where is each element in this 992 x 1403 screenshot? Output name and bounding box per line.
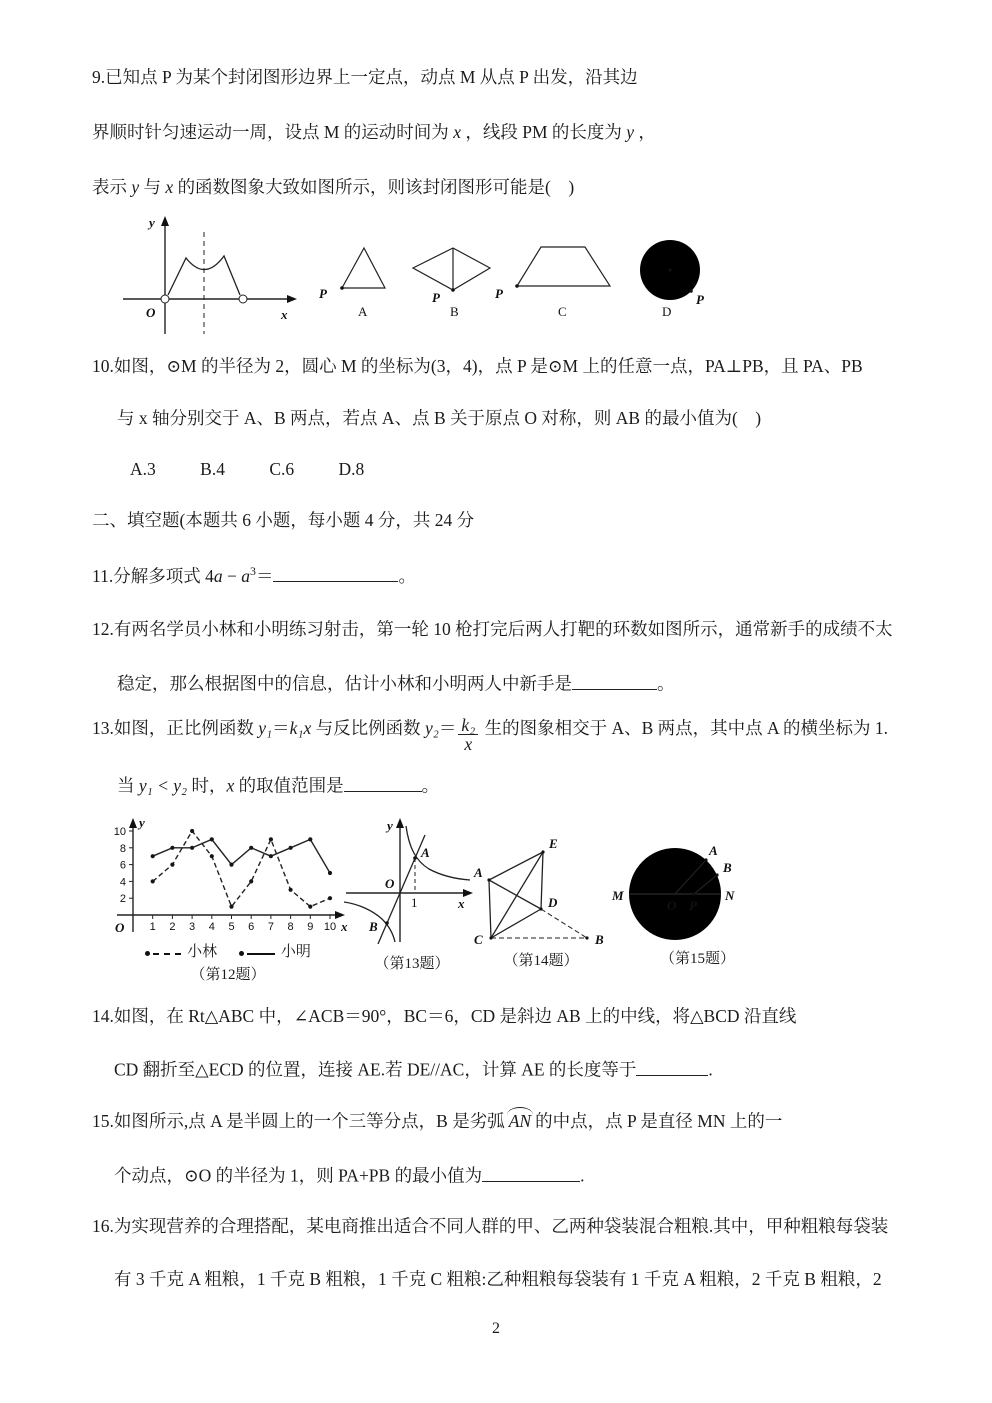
q9-line1 — [92, 66, 638, 90]
origin-label: O — [146, 305, 156, 320]
q12-figure-caption: （第12题） — [190, 967, 266, 983]
option-a: A.3 — [130, 459, 156, 479]
segment-ca — [489, 880, 491, 938]
var-y: y — [626, 122, 635, 142]
shape-a-label: A — [358, 304, 368, 319]
data-point — [170, 846, 174, 850]
data-point — [229, 863, 233, 867]
y-axis-label: y — [149, 215, 155, 230]
data-point — [308, 905, 312, 909]
segment-ad — [489, 880, 541, 909]
x-tick-label: 1 — [149, 921, 156, 933]
data-point — [170, 863, 174, 867]
answer-blank-q12 — [572, 671, 657, 690]
data-point — [289, 888, 293, 892]
data-point — [229, 905, 233, 909]
data-point — [249, 846, 253, 850]
x-axis-label: x — [458, 896, 465, 911]
data-point — [190, 829, 194, 833]
a-label: A — [474, 865, 483, 880]
q15-line1: 15.如图所示,点 A 是半圆上的一个三等分点，B 是劣弧 AN 的中点，点 P 是直径 MN 上的一 — [92, 1110, 782, 1134]
y-tick-label: 2 — [119, 893, 126, 906]
m-label: M — [612, 888, 624, 903]
q13-figure-svg — [342, 814, 482, 944]
b-label: B — [369, 919, 378, 934]
segment-ed — [541, 852, 543, 909]
q10-line2: 与 x 轴分别交于 A、B 两点，若点 A、点 B 关于原点 O 对称，则 AB 的最小值为( ) — [117, 408, 762, 428]
point-a — [413, 856, 417, 860]
data-point — [210, 854, 214, 858]
legend-entry-xiaoming: 小明 — [239, 940, 311, 961]
point-p-b — [451, 288, 455, 292]
data-point — [269, 854, 273, 858]
series-小明 — [153, 839, 330, 873]
x-tick-label: 3 — [189, 921, 196, 933]
x-tick-label: 10 — [323, 921, 337, 933]
var-x: x — [165, 177, 174, 197]
q16-line1: 16.为实现营养的合理搭配，某电商推出适合不同人群的甲、乙两种袋装混合粗粮.其中，甲种粗粮每袋装 — [92, 1216, 889, 1236]
n-label: N — [725, 888, 735, 903]
open-circle-origin — [161, 295, 169, 303]
chart-origin-label: O — [115, 920, 125, 935]
y-tick-label: 6 — [119, 859, 126, 872]
data-point — [289, 846, 293, 850]
q14-figure-svg — [466, 818, 616, 944]
data-point — [190, 846, 194, 850]
chart-legend — [103, 940, 353, 961]
option-b: B.4 — [200, 459, 225, 479]
q12-chart-figure — [103, 814, 353, 984]
q9-line2: 界顺时针匀速运动一周，设点 M 的运动时间为 x ，线段 PM 的长度为 y ， — [92, 122, 656, 142]
q15-figure-caption: （第15题） — [659, 951, 735, 967]
x-axis-arrow — [287, 295, 297, 303]
q9-line1-text: 9.已知点 P 为某个封闭图形边界上一定点，动点 M 从点 P 出发，沿其边 — [92, 67, 638, 87]
q10-options — [130, 458, 404, 482]
q14-line2: CD 翻折至△ECD 的位置，连接 AE.若 DE//AC，计算 AE 的长度等于 . — [114, 1057, 713, 1082]
point-b — [385, 921, 389, 925]
data-point — [249, 879, 253, 883]
q14-line1: 14.如图，在 Rt△ABC 中，∠ACB＝90°，BC＝6，CD 是斜边 AB 上的中线，将△BCD 沿直线 — [92, 1006, 797, 1026]
point-p-d — [689, 289, 693, 293]
answer-blank-q15 — [482, 1163, 580, 1182]
arc-an: AN — [507, 1110, 533, 1134]
y-tick-label: 4 — [119, 876, 126, 889]
point-b — [715, 873, 718, 876]
y-tick-label: 10 — [113, 826, 126, 838]
shape-b-label: B — [450, 304, 459, 319]
option-d: D.8 — [338, 459, 365, 479]
q9-shapes-figure — [302, 228, 722, 320]
shape-kite — [413, 248, 490, 290]
point-e — [541, 850, 544, 853]
q15-figure — [610, 814, 785, 968]
b-label: B — [723, 860, 732, 875]
q13-figure-caption: （第13题） — [374, 956, 450, 972]
q12-line1: 12.有两名学员小林和小明练习射击，第一轮 10 枪打完后两人打靶的环数如图所示，通常新手的成绩不太 — [92, 619, 893, 639]
q10-line1: 10.如图，⊙M 的半径为 2，圆心 M 的坐标为(3，4)，点 P 是⊙M 上的任意一点，PA⊥PB，且 PA、PB — [92, 356, 863, 376]
e-label: E — [549, 836, 558, 851]
data-point — [151, 854, 155, 858]
p-label: P — [689, 898, 697, 913]
dashed-series-marker-icon — [145, 948, 181, 958]
x-tick-label: 5 — [228, 921, 235, 933]
q14-figure-caption: （第14题） — [503, 953, 579, 969]
data-point — [328, 871, 332, 875]
a-label: A — [709, 843, 718, 858]
a-label: A — [421, 845, 430, 860]
shape-d-label: D — [662, 304, 672, 319]
q12-line2: 稳定，那么根据图中的信息，估计小林和小明两人中新手是 。 — [117, 671, 675, 696]
x-tick-label: 2 — [169, 921, 176, 933]
answer-blank-q13 — [344, 773, 422, 792]
dashed-segment-db — [541, 909, 587, 938]
q14-figure — [466, 818, 616, 970]
p-label-d: P — [696, 292, 704, 307]
q9-shapes-svg — [302, 228, 722, 320]
q13-line2: 当 y₁ < y₂ 时，x 的取值范围是 。 — [117, 773, 439, 798]
var-x: x — [226, 775, 235, 796]
fraction-k2-over-x: $\frac{\text{k₂}}{x}$ — [458, 716, 478, 754]
data-point — [151, 879, 155, 883]
var-x: x — [453, 122, 461, 142]
q15-line2: 个动点，⊙O 的半径为 1，则 PA+PB 的最小值为 . — [114, 1163, 584, 1188]
d-label: D — [548, 895, 558, 910]
shape-triangle — [342, 248, 385, 288]
y-tick-label: 8 — [119, 842, 126, 855]
x-tick-label: 6 — [248, 921, 255, 933]
x1-tick-label: 1 — [411, 895, 418, 910]
answer-blank-q14 — [636, 1057, 708, 1076]
answer-blank-q11 — [273, 563, 398, 582]
section2-header: 二、填空题(本题共 6 小题，每小题 4 分，共 24 分 — [92, 510, 475, 530]
data-point — [269, 837, 273, 841]
p-label-a: P — [319, 286, 327, 301]
x-tick-label: 9 — [307, 921, 314, 933]
shape-trapezoid — [517, 247, 610, 286]
q15-figure-svg — [610, 814, 785, 944]
q11-line: 11.分解多项式 $4a - a^3=$ 。 — [92, 564, 416, 586]
point-c — [489, 936, 492, 939]
page-number: 2 — [492, 1320, 500, 1337]
chart-x-label: x — [341, 919, 348, 934]
y-axis-label: y — [387, 818, 393, 833]
p-label-c: P — [495, 286, 503, 301]
x-tick-label: 8 — [287, 921, 294, 933]
point-a — [704, 858, 707, 861]
open-circle-end — [239, 295, 247, 303]
exponent: 3 — [249, 564, 256, 578]
point-p-c — [515, 284, 519, 288]
o-label: O — [667, 898, 677, 913]
circle-center-dot — [668, 268, 671, 271]
point-d — [539, 907, 542, 910]
point-p-a — [340, 286, 344, 290]
option-c: C.6 — [269, 459, 295, 479]
q9-graph-figure — [113, 212, 303, 340]
data-point — [210, 837, 214, 841]
point-p — [692, 892, 695, 895]
point-a — [487, 878, 490, 881]
y-axis-arrow — [161, 216, 169, 226]
x-tick-label: 4 — [208, 921, 215, 933]
shape-c-label: C — [558, 304, 567, 319]
solid-series-marker-icon — [239, 948, 275, 958]
hyperbola-branch-q1 — [406, 826, 470, 880]
x-axis-label: x — [281, 307, 288, 322]
legend-entry-xiaolin: 小林 — [145, 940, 217, 961]
c-label: C — [474, 932, 483, 944]
segment-cd — [491, 909, 541, 938]
chart-y-label: y — [139, 815, 145, 830]
b-label: B — [595, 932, 604, 944]
q9-graph-svg — [113, 212, 303, 340]
origin-label: O — [385, 876, 395, 891]
x-tick-label: 7 — [267, 921, 274, 933]
q13-figure — [342, 814, 482, 973]
data-point — [308, 837, 312, 841]
point-b — [585, 936, 588, 939]
data-point — [328, 896, 332, 900]
q16-line2: 有 3 千克 A 粗粮，1 千克 B 粗粮，1 千克 C 粗粮:乙种粗粮每袋装有 1 千克 A 粗粮，2 千克 B 粗粮，2 — [114, 1269, 882, 1289]
shooting-chart-svg — [103, 814, 353, 936]
var-y: y — [131, 177, 140, 197]
chart-y-arrow — [129, 818, 137, 828]
p-label-b: P — [432, 290, 440, 305]
q13-line1: 13.如图，正比例函数 y₁＝k₁x 与反比例函数 y₂＝ $\frac{\text{k₂}}{x}$ 生的图象相交于 A、B 两点，其中点 A 的横坐标为 1. — [92, 715, 889, 755]
q9-line3: 表示 y 与 x 的函数图象大致如图所示，则该封闭图形可能是( ) — [92, 177, 575, 197]
y-axis-arrow — [396, 818, 404, 828]
